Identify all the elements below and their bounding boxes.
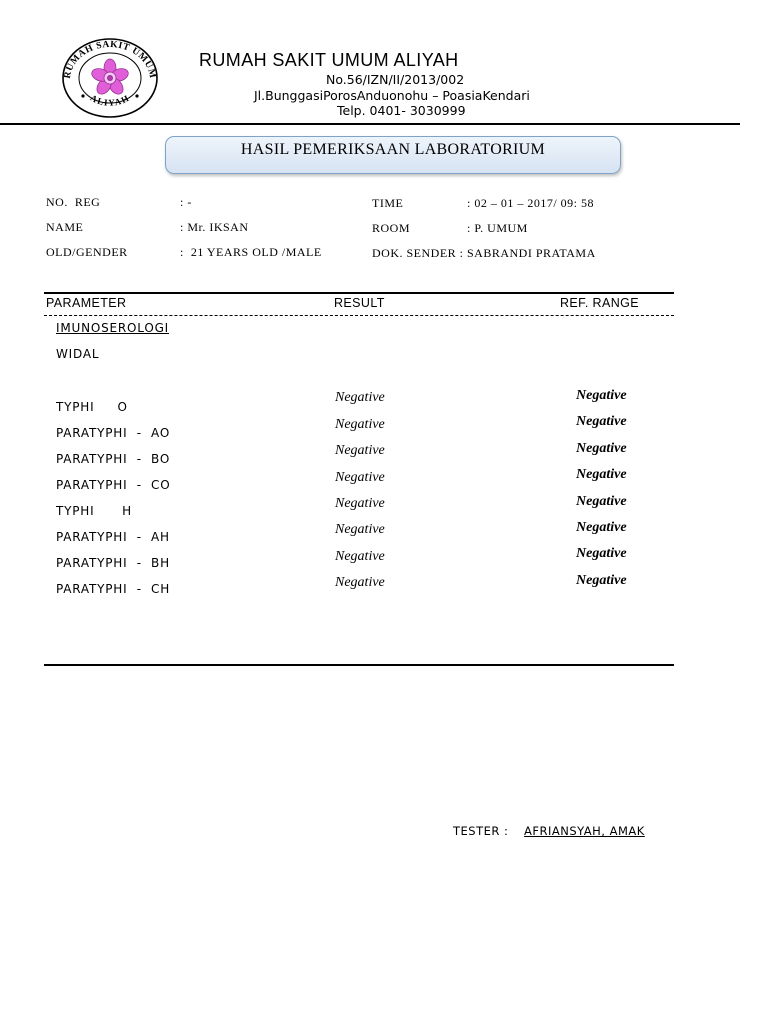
table-row-ref: Negative (576, 573, 627, 588)
table-row-parameter: PARATYPHI - BH (56, 556, 170, 570)
table-row-result: Negative (335, 575, 385, 590)
table-row-ref: Negative (576, 467, 627, 482)
table-row-result: Negative (335, 496, 385, 511)
flower-icon (58, 36, 162, 120)
table-row-parameter: TYPHI O (56, 400, 128, 414)
name-value: : Mr. IKSAN (180, 220, 249, 234)
dok-sender: DOK. SENDER : SABRANDI PRATAMA (372, 246, 596, 260)
table-row-ref: Negative (576, 520, 627, 535)
time-value: : 02 – 01 – 2017/ 09: 58 (467, 196, 595, 210)
old-gender-label: OLD/GENDER (46, 245, 128, 259)
table-row-result: Negative (335, 443, 385, 458)
table-row-ref: Negative (576, 388, 627, 403)
room-label: ROOM (372, 221, 411, 235)
room-value: : P. UMUM (467, 221, 528, 235)
table-row-ref: Negative (576, 414, 627, 429)
hospital-address: Jl.BunggasiPorosAnduonohu – PoasiaKendari (254, 88, 530, 103)
table-row-result: Negative (335, 390, 385, 405)
time-label: TIME (372, 196, 404, 210)
svg-text:ALIYAH (89, 93, 132, 108)
document-title: HASIL PEMERIKSAAN LABORATORIUM (240, 141, 546, 158)
table-row-ref: Negative (576, 546, 627, 561)
col-parameter: PARAMETER (46, 296, 127, 310)
table-header-dashes (44, 315, 674, 316)
table-row-result: Negative (335, 417, 385, 432)
section-title: IMUNOSEROLOGI (56, 321, 170, 335)
title-banner (165, 136, 621, 174)
table-row-parameter: PARATYPHI - AO (56, 426, 171, 440)
no-reg-value: : - (180, 195, 192, 209)
name-label: NAME (46, 220, 84, 234)
table-top-rule (44, 292, 674, 294)
table-row-ref: Negative (576, 494, 627, 509)
license-number: No.56/IZN/II/2013/002 (326, 72, 465, 87)
table-bottom-rule (44, 664, 674, 666)
tester-label: TESTER : (453, 824, 509, 838)
table-row-ref: Negative (576, 441, 627, 456)
table-row-parameter: PARATYPHI - CO (56, 478, 171, 492)
old-gender-value: : 21 YEARS OLD /MALE (180, 245, 322, 259)
table-row-parameter: PARATYPHI - CH (56, 582, 171, 596)
table-row-result: Negative (335, 549, 385, 564)
table-row-parameter: PARATYPHI - AH (56, 530, 170, 544)
hospital-phone: Telp. 0401- 3030999 (337, 103, 466, 118)
tester-name: AFRIANSYAH, AMAK (524, 824, 645, 838)
table-row-result: Negative (335, 522, 385, 537)
col-result: RESULT (334, 296, 385, 310)
table-row-parameter: TYPHI H (56, 504, 132, 518)
hospital-name: RUMAH SAKIT UMUM ALIYAH (199, 50, 459, 70)
table-row-result: Negative (335, 470, 385, 485)
logo-top-text: RUMAH SAKIT UMUM (62, 39, 158, 80)
test-group: WIDAL (56, 347, 100, 361)
logo-bottom-text: ALIYAH (88, 92, 132, 108)
hospital-logo (58, 36, 162, 120)
col-ref-range: REF. RANGE (560, 296, 640, 310)
header-divider (0, 123, 740, 125)
no-reg-label: NO. REG (46, 195, 101, 209)
table-row-parameter: PARATYPHI - BO (56, 452, 171, 466)
